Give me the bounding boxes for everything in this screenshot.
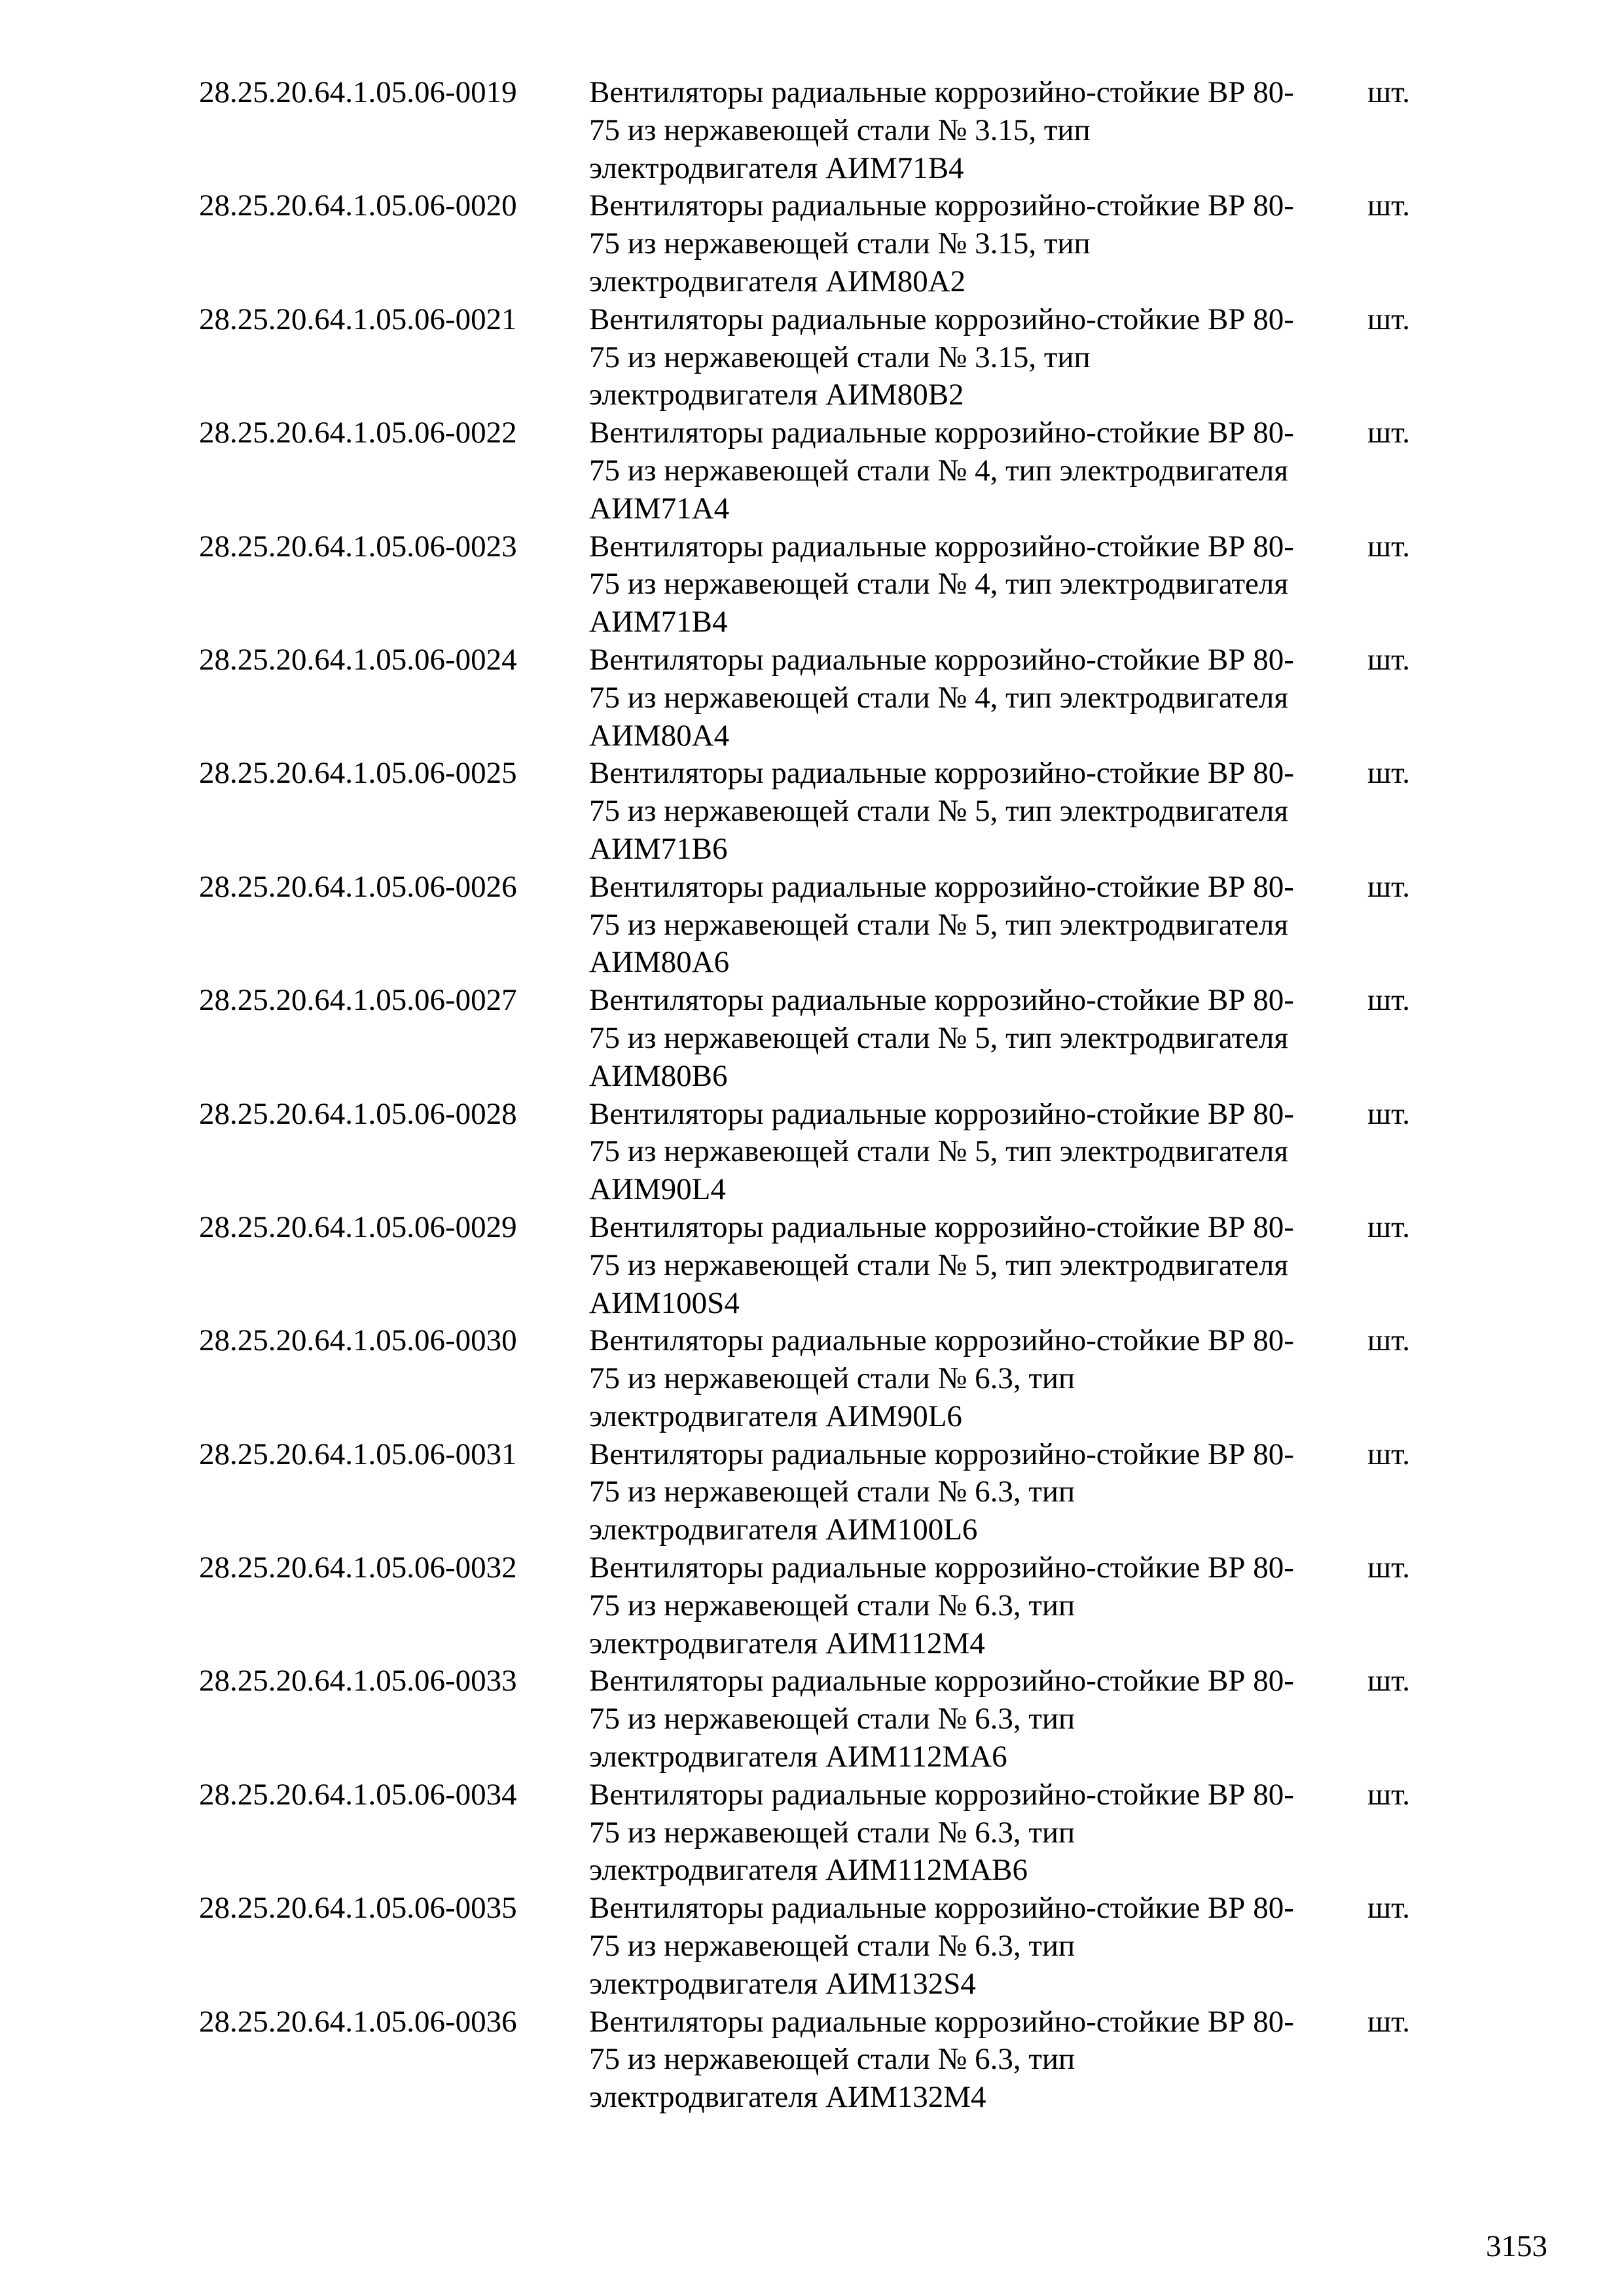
table-row <box>0 2003 1624 2117</box>
unit-of-measure: шт. <box>1367 1096 1410 1131</box>
resource-code: 28.25.20.64.1.05.06-0035 <box>199 1891 517 1926</box>
resource-description: Вентиляторы радиальные коррозийно-стойкие ВР 80- 75 из нержавеющей стали № 4, тип электродвигателя АИМ71А4 <box>589 416 1294 526</box>
unit-of-measure: шт. <box>1367 1210 1410 1244</box>
unit-of-measure: шт. <box>1367 1551 1410 1585</box>
resource-description: Вентиляторы радиальные коррозийно-стойкие ВР 80- 75 из нержавеющей стали № 6.3, тип электродвигателя АИМ112М4 <box>589 1551 1294 1660</box>
resource-description: Вентиляторы радиальные коррозийно-стойкие ВР 80- 75 из нержавеющей стали № 4, тип электродвигателя АИМ80А4 <box>589 642 1294 753</box>
catalog-list <box>0 74 1624 2117</box>
unit-of-measure: шт. <box>1367 756 1410 791</box>
resource-description: Вентиляторы радиальные коррозийно-стойкие ВР 80- 75 из нержавеющей стали № 6.3, тип электродвигателя АИМ112МА6 <box>589 1664 1294 1774</box>
resource-code: 28.25.20.64.1.05.06-0034 <box>199 1777 517 1812</box>
resource-code: 28.25.20.64.1.05.06-0021 <box>199 302 517 336</box>
unit-of-measure: шт. <box>1367 75 1410 109</box>
table-row <box>0 1890 1624 2003</box>
table-row <box>0 1436 1624 1549</box>
resource-code: 28.25.20.64.1.05.06-0022 <box>199 416 517 450</box>
resource-description: Вентиляторы радиальные коррозийно-стойкие ВР 80- 75 из нержавеющей стали № 4, тип электродвигателя АИМ71В4 <box>589 529 1294 639</box>
table-row <box>0 869 1624 982</box>
table-row <box>0 641 1624 755</box>
unit-of-measure: шт. <box>1367 1891 1410 1926</box>
unit-of-measure: шт. <box>1367 416 1410 450</box>
resource-description: Вентиляторы радиальные коррозийно-стойкие ВР 80- 75 из нержавеющей стали № 5, тип электродвигателя АИМ80В6 <box>589 983 1294 1093</box>
resource-description: Вентиляторы радиальные коррозийно-стойкие ВР 80- 75 из нержавеющей стали № 5, тип электродвигателя АИМ90L4 <box>589 1096 1294 1207</box>
resource-code: 28.25.20.64.1.05.06-0030 <box>199 1323 517 1358</box>
table-row <box>0 1776 1624 1890</box>
resource-code: 28.25.20.64.1.05.06-0019 <box>199 75 517 109</box>
resource-description: Вентиляторы радиальные коррозийно-стойкие ВР 80- 75 из нержавеющей стали № 6.3, тип электродвигателя АИМ112МАВ6 <box>589 1777 1294 1888</box>
unit-of-measure: шт. <box>1367 1777 1410 1812</box>
unit-of-measure: шт. <box>1367 2004 1410 2039</box>
resource-code: 28.25.20.64.1.05.06-0031 <box>199 1437 517 1471</box>
resource-description: Вентиляторы радиальные коррозийно-стойкие ВР 80- 75 из нержавеющей стали № 6.3, тип электродвигателя АИМ100L6 <box>589 1437 1294 1547</box>
unit-of-measure: шт. <box>1367 869 1410 904</box>
table-row <box>0 1662 1624 1776</box>
unit-of-measure: шт. <box>1367 983 1410 1018</box>
table-row <box>0 1549 1624 1662</box>
unit-of-measure: шт. <box>1367 188 1410 223</box>
table-row <box>0 982 1624 1095</box>
resource-description: Вентиляторы радиальные коррозийно-стойкие ВР 80- 75 из нержавеющей стали № 5, тип электродвигателя АИМ80А6 <box>589 869 1294 980</box>
resource-code: 28.25.20.64.1.05.06-0024 <box>199 642 517 677</box>
resource-description: Вентиляторы радиальные коррозийно-стойкие ВР 80- 75 из нержавеющей стали № 3.15, тип электродвигателя АИМ80В2 <box>589 302 1294 412</box>
resource-code: 28.25.20.64.1.05.06-0027 <box>199 983 517 1018</box>
unit-of-measure: шт. <box>1367 1437 1410 1471</box>
resource-code: 28.25.20.64.1.05.06-0026 <box>199 869 517 904</box>
table-row <box>0 755 1624 868</box>
resource-code: 28.25.20.64.1.05.06-0032 <box>199 1551 517 1585</box>
unit-of-measure: шт. <box>1367 529 1410 564</box>
resource-description: Вентиляторы радиальные коррозийно-стойкие ВР 80- 75 из нержавеющей стали № 6.3, тип электродвигателя АИМ132М4 <box>589 2004 1294 2115</box>
resource-code: 28.25.20.64.1.05.06-0029 <box>199 1210 517 1244</box>
table-row <box>0 528 1624 641</box>
resource-code: 28.25.20.64.1.05.06-0028 <box>199 1096 517 1131</box>
resource-description: Вентиляторы радиальные коррозийно-стойкие ВР 80- 75 из нержавеющей стали № 3.15, тип электродвигателя АИМ71В4 <box>589 75 1294 185</box>
table-row <box>0 187 1624 300</box>
resource-description: Вентиляторы радиальные коррозийно-стойкие ВР 80- 75 из нержавеющей стали № 6.3, тип электродвигателя АИМ90L6 <box>589 1323 1294 1433</box>
unit-of-measure: шт. <box>1367 1664 1410 1698</box>
resource-code: 28.25.20.64.1.05.06-0036 <box>199 2004 517 2039</box>
resource-code: 28.25.20.64.1.05.06-0020 <box>199 188 517 223</box>
unit-of-measure: шт. <box>1367 302 1410 336</box>
resource-description: Вентиляторы радиальные коррозийно-стойкие ВР 80- 75 из нержавеющей стали № 5, тип электродвигателя АИМ71В6 <box>589 756 1294 866</box>
table-row <box>0 301 1624 414</box>
resource-code: 28.25.20.64.1.05.06-0023 <box>199 529 517 564</box>
resource-code: 28.25.20.64.1.05.06-0033 <box>199 1664 517 1698</box>
unit-of-measure: шт. <box>1367 642 1410 677</box>
resource-description: Вентиляторы радиальные коррозийно-стойкие ВР 80- 75 из нержавеющей стали № 3.15, тип электродвигателя АИМ80А2 <box>589 188 1294 298</box>
page-number: 3153 <box>1486 2229 1547 2263</box>
table-row <box>0 74 1624 187</box>
table-row <box>0 1096 1624 1209</box>
resource-description: Вентиляторы радиальные коррозийно-стойкие ВР 80- 75 из нержавеющей стали № 5, тип электродвигателя АИМ100S4 <box>589 1210 1294 1320</box>
table-row <box>0 1209 1624 1322</box>
table-row <box>0 1322 1624 1435</box>
resource-code: 28.25.20.64.1.05.06-0025 <box>199 756 517 791</box>
unit-of-measure: шт. <box>1367 1323 1410 1358</box>
resource-description: Вентиляторы радиальные коррозийно-стойкие ВР 80- 75 из нержавеющей стали № 6.3, тип электродвигателя АИМ132S4 <box>589 1891 1294 2001</box>
table-row <box>0 414 1624 528</box>
